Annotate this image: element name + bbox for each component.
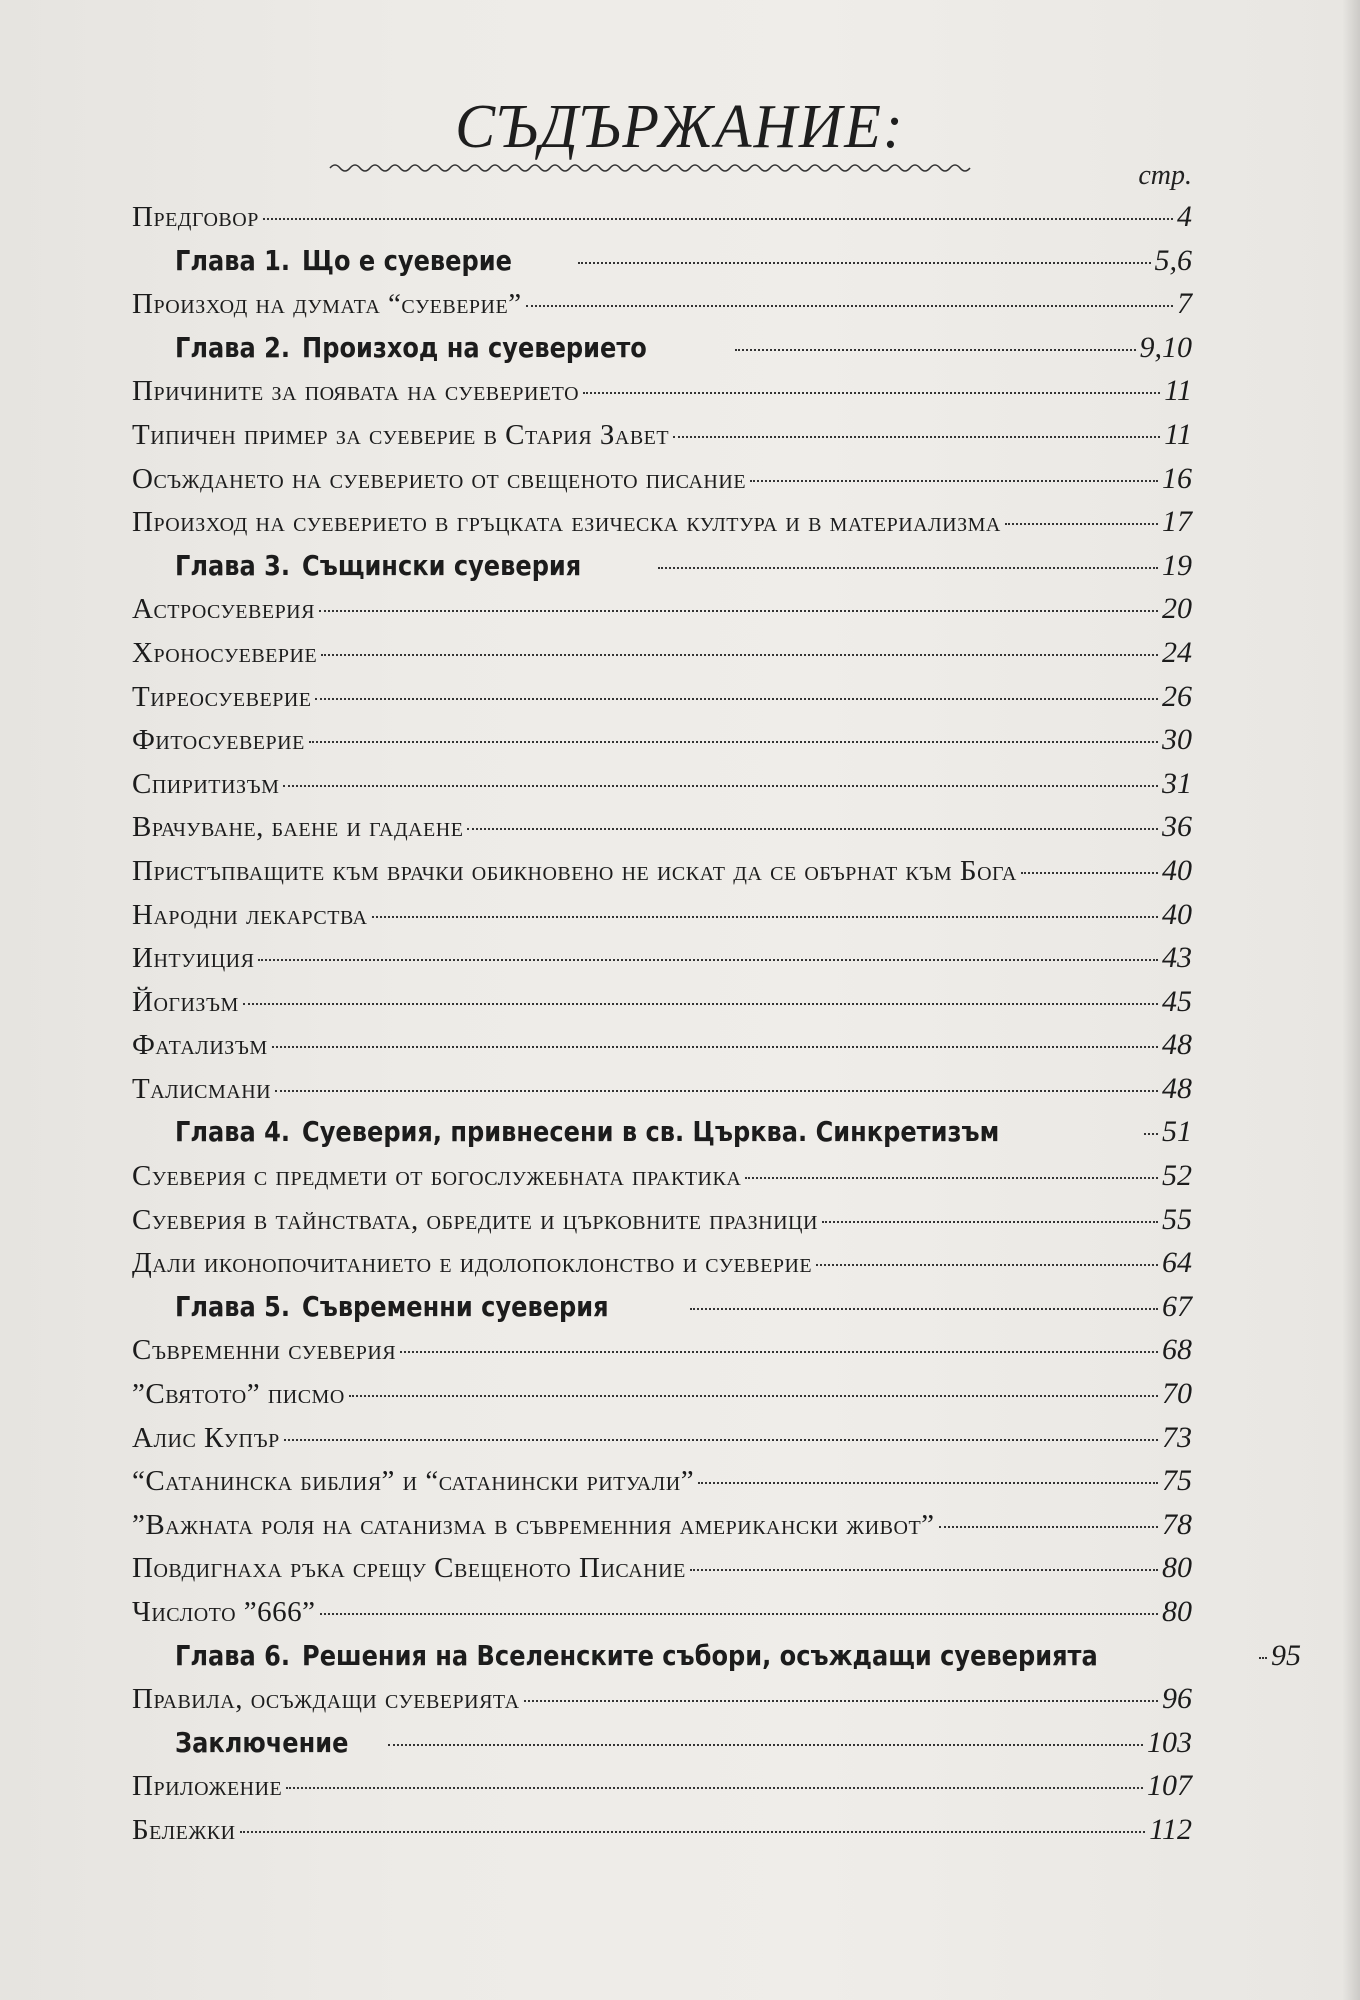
toc-page-number: 26 — [1162, 679, 1192, 713]
toc-entry-title — [132, 986, 239, 1019]
toc-entry-text: Фитосуеверие — [132, 724, 305, 757]
toc-entry-row — [132, 985, 1192, 1029]
toc-entry-title — [132, 1814, 236, 1847]
toc-entry-title — [132, 1204, 818, 1237]
toc-entry-title — [132, 1683, 520, 1716]
dot-leader — [524, 1700, 1158, 1702]
toc-entry-title — [132, 1378, 345, 1411]
toc-entry-row — [132, 1246, 1192, 1290]
toc-entry-text: Осъждането на суеверието от свещеното писание — [132, 462, 747, 495]
toc-chapter-row — [132, 1115, 1192, 1159]
toc-chapter-row — [132, 244, 1192, 288]
toc-entry-row — [132, 680, 1192, 724]
toc-entry-row — [132, 1769, 1192, 1813]
toc-entry-title — [132, 1115, 999, 1148]
toc-entry-text: Йогизъм — [132, 985, 239, 1018]
toc-chapter-row — [132, 1290, 1192, 1334]
toc-entry-text: Правила, осъждащи суеверията — [132, 1683, 520, 1716]
toc-page-number: 51 — [1162, 1115, 1192, 1149]
table-of-contents — [132, 200, 1301, 1857]
toc-chapter-row — [132, 1726, 1192, 1770]
toc-entry-title — [132, 1290, 609, 1323]
toc-entry-title — [132, 768, 279, 801]
toc-page-number: 48 — [1162, 1028, 1192, 1062]
toc-entry-title — [132, 201, 259, 234]
toc-entry-title — [132, 811, 463, 844]
dot-leader — [321, 654, 1158, 656]
dot-leader — [690, 1308, 1158, 1310]
toc-entry-title — [132, 637, 317, 670]
toc-page-number: 20 — [1162, 592, 1192, 626]
toc-page-number: 16 — [1162, 461, 1192, 495]
toc-chapter-row — [132, 549, 1192, 593]
dot-leader — [1259, 1657, 1267, 1659]
toc-page-number: 24 — [1162, 635, 1192, 669]
title-underline-flourish — [330, 160, 970, 176]
toc-entry-title — [132, 681, 311, 714]
toc-entry-text: Бележки — [132, 1813, 236, 1846]
toc-entry-row — [132, 1203, 1192, 1247]
toc-entry-row — [132, 1159, 1192, 1203]
dot-leader — [284, 1439, 1158, 1441]
dot-leader — [283, 785, 1158, 787]
toc-entry-text: Интуиция — [132, 942, 255, 975]
toc-entry-text: Врачуване, баене и гадаене — [132, 811, 464, 844]
dot-leader — [349, 1395, 1158, 1397]
dot-leader — [822, 1221, 1158, 1223]
toc-page-number: 75 — [1162, 1464, 1192, 1498]
toc-entry-row — [132, 1421, 1192, 1465]
toc-entry-title — [132, 724, 305, 757]
toc-page-number: 107 — [1147, 1769, 1192, 1803]
dot-leader — [372, 916, 1159, 918]
dot-leader — [272, 1046, 1158, 1048]
toc-chapter-number: Глава 4. — [175, 1115, 291, 1149]
toc-entry-row — [132, 941, 1192, 985]
toc-entry-title — [132, 419, 669, 452]
toc-entry-title — [132, 1029, 268, 1062]
toc-entry-text: Пристъпващите към врачки обикновено не искат да се обърнат към Бога — [132, 854, 1017, 887]
toc-entry-row — [132, 287, 1192, 331]
toc-entry-row — [132, 374, 1192, 418]
toc-entry-title — [132, 375, 579, 408]
toc-entry-row — [132, 462, 1192, 506]
toc-entry-text: Типичен пример за суеверие в Стария Завет — [132, 418, 670, 451]
toc-chapter-number: Глава 3. — [175, 548, 291, 582]
toc-entry-text: “Сатанинска библия” и “сатанински ритуали” — [132, 1465, 695, 1498]
toc-page-number: 40 — [1162, 897, 1192, 931]
toc-entry-text: Спиритизъм — [132, 767, 280, 800]
toc-entry-title — [132, 1247, 812, 1280]
toc-chapter-number: Глава 2. — [175, 330, 291, 364]
dot-leader — [939, 1526, 1158, 1528]
toc-entry-text: Фатализъм — [132, 1029, 268, 1062]
toc-entry-title — [132, 942, 254, 975]
toc-page-number: 48 — [1162, 1071, 1192, 1105]
toc-page-number: 31 — [1162, 766, 1192, 800]
toc-page-number: 4 — [1177, 200, 1192, 233]
toc-entry-title — [132, 244, 512, 277]
dot-leader — [258, 959, 1158, 961]
toc-entry-text: Приложение — [132, 1770, 283, 1803]
toc-entry-title — [132, 1160, 741, 1193]
toc-entry-row — [132, 898, 1192, 942]
toc-entry-text: Числото ”666” — [132, 1596, 316, 1628]
dot-leader — [1021, 872, 1158, 874]
toc-entry-title — [132, 1509, 935, 1542]
toc-entry-text: Суеверия с предмети от богослужебната практика — [132, 1160, 742, 1193]
toc-chapter-number: Глава 5. — [175, 1289, 291, 1323]
toc-entry-title — [132, 855, 1017, 888]
toc-entry-title — [132, 1552, 686, 1585]
dot-leader — [745, 1177, 1158, 1179]
dot-leader — [320, 1613, 1158, 1615]
toc-entry-text: Решения на Вселенските събори, осъждащи суеверията — [302, 1638, 1098, 1672]
toc-page-number: 70 — [1162, 1377, 1192, 1411]
toc-entry-text: ”Важната роля на сатанизма в съвременния американски живот” — [132, 1508, 935, 1541]
toc-entry-row — [132, 723, 1192, 767]
toc-entry-title — [132, 1596, 316, 1629]
toc-entry-row — [132, 418, 1192, 462]
dot-leader — [750, 480, 1158, 482]
dot-leader — [673, 436, 1160, 438]
dot-leader — [583, 392, 1160, 394]
dot-leader — [1144, 1133, 1158, 1135]
dot-leader — [816, 1264, 1158, 1266]
page-title: СЪДЪРЖАНИЕ: — [455, 91, 905, 161]
toc-page-number: 55 — [1162, 1202, 1192, 1236]
dot-leader — [658, 567, 1158, 569]
toc-page-number: 78 — [1162, 1507, 1192, 1541]
toc-entry-title — [132, 288, 522, 321]
toc-entry-text: Повдигнаха ръка срещу Свещеното Писание — [132, 1552, 686, 1585]
toc-entry-row — [132, 1464, 1192, 1508]
dot-leader — [240, 1831, 1146, 1833]
toc-page-number: 73 — [1162, 1420, 1192, 1454]
toc-page-number: 43 — [1162, 941, 1192, 975]
toc-entry-text: Съвременни суеверия — [302, 1289, 609, 1323]
toc-chapter-row — [132, 331, 1192, 375]
dot-leader — [388, 1744, 1143, 1746]
dot-leader — [467, 828, 1158, 830]
toc-entry-row — [132, 200, 1192, 244]
dot-leader — [286, 1787, 1143, 1789]
toc-entry-title — [132, 1770, 282, 1803]
toc-entry-title — [132, 549, 581, 582]
toc-entry-title — [132, 593, 315, 626]
toc-entry-text: Народни лекарства — [132, 898, 368, 931]
toc-entry-title — [132, 1073, 271, 1106]
toc-entry-row — [132, 1595, 1192, 1639]
toc-entry-title — [132, 1334, 396, 1367]
toc-entry-row — [132, 1333, 1192, 1377]
toc-page-number: 80 — [1162, 1551, 1192, 1585]
toc-page-number: 5,6 — [1154, 243, 1192, 277]
toc-entry-title — [132, 1639, 1098, 1672]
toc-entry-row — [132, 1551, 1192, 1595]
page-number-column-label: стр. — [1138, 160, 1192, 191]
toc-entry-title — [132, 463, 746, 496]
toc-entry-text: Произход на думата “суеверие” — [132, 288, 522, 321]
toc-entry-row — [132, 1072, 1192, 1116]
toc-page-number: 45 — [1162, 984, 1192, 1018]
dot-leader — [735, 349, 1136, 351]
toc-entry-text: Астросуеверия — [132, 593, 315, 626]
toc-chapter-number: Глава 6. — [175, 1638, 291, 1672]
toc-entry-row — [132, 767, 1192, 811]
dot-leader — [319, 610, 1158, 612]
toc-entry-text: Хроносуеверие — [132, 636, 318, 669]
toc-page-number: 17 — [1162, 505, 1192, 539]
toc-entry-row — [132, 592, 1192, 636]
toc-entry-text: Тиреосуеверие — [132, 680, 312, 713]
toc-entry-row — [132, 636, 1192, 680]
toc-entry-row — [132, 1682, 1192, 1726]
toc-page-number: 7 — [1177, 287, 1192, 321]
dot-leader — [309, 741, 1158, 743]
toc-entry-text: Предговор — [132, 201, 259, 233]
toc-entry-text: ”Святото” писмо — [132, 1378, 345, 1411]
toc-entry-text: Причините за появата на суеверието — [132, 375, 580, 408]
toc-chapter-number: Глава 1. — [175, 243, 291, 277]
toc-entry-title — [132, 1422, 280, 1455]
toc-page-number: 103 — [1147, 1725, 1192, 1759]
toc-entry-title — [132, 1465, 694, 1498]
toc-page-number: 52 — [1162, 1159, 1192, 1193]
toc-entry-title — [132, 331, 647, 364]
toc-entry-title — [132, 506, 1001, 539]
dot-leader — [400, 1351, 1158, 1353]
toc-entry-title — [132, 899, 368, 932]
toc-entry-text: Що е суеверие — [302, 243, 512, 277]
toc-chapter-row — [132, 1638, 1301, 1683]
toc-entry-text: Суеверия, привнесени в св. Църква. Синкретизъм — [302, 1115, 1000, 1149]
toc-entry-text: Дали иконопочитанието е идолопоклонство и суеверие — [132, 1247, 813, 1280]
toc-page-number: 19 — [1162, 548, 1192, 582]
dot-leader — [315, 698, 1158, 700]
dot-leader — [698, 1482, 1158, 1484]
toc-entry-row — [132, 1813, 1192, 1857]
toc-page-number: 11 — [1164, 374, 1192, 408]
toc-page-number: 96 — [1162, 1682, 1192, 1716]
toc-page-number: 30 — [1162, 723, 1192, 757]
toc-entry-text: Талисмани — [132, 1072, 272, 1105]
toc-entry-text: Суеверия в тайнствата, обредите и църковните празници — [132, 1203, 818, 1236]
toc-page-number: 11 — [1164, 417, 1192, 451]
dot-leader — [243, 1003, 1158, 1005]
toc-page-number: 68 — [1162, 1333, 1192, 1367]
toc-entry-title — [132, 1726, 348, 1759]
toc-page-number: 64 — [1162, 1246, 1192, 1280]
dot-leader — [1005, 523, 1158, 525]
toc-entry-row — [132, 1028, 1192, 1072]
toc-page-number: 80 — [1162, 1595, 1192, 1628]
toc-entry-text: Алис Купър — [132, 1421, 280, 1454]
dot-leader — [275, 1090, 1158, 1092]
dot-leader — [263, 218, 1173, 220]
toc-page-number: 112 — [1149, 1812, 1192, 1846]
toc-entry-text: Същински суеверия — [302, 548, 582, 582]
toc-page-number: 67 — [1162, 1289, 1192, 1323]
dot-leader — [690, 1569, 1158, 1571]
toc-page-number: 40 — [1162, 853, 1192, 887]
toc-page-number: 36 — [1162, 810, 1192, 844]
dot-leader — [526, 305, 1173, 307]
toc-page-number: 95 — [1270, 1638, 1301, 1672]
toc-entry-row — [132, 505, 1192, 549]
toc-entry-text: Заключение — [175, 1725, 349, 1759]
toc-entry-row — [132, 1377, 1192, 1421]
toc-entry-text: Произход на суеверието — [302, 330, 647, 364]
toc-entry-row — [132, 810, 1192, 854]
toc-entry-text: Съвременни суеверия — [132, 1334, 397, 1367]
toc-entry-row — [132, 1508, 1192, 1552]
toc-page-number: 9,10 — [1139, 330, 1192, 364]
toc-entry-row — [132, 854, 1192, 898]
dot-leader — [578, 262, 1151, 264]
toc-entry-text: Произход на суеверието в гръцката езическа култура и в материализма — [132, 506, 1001, 539]
